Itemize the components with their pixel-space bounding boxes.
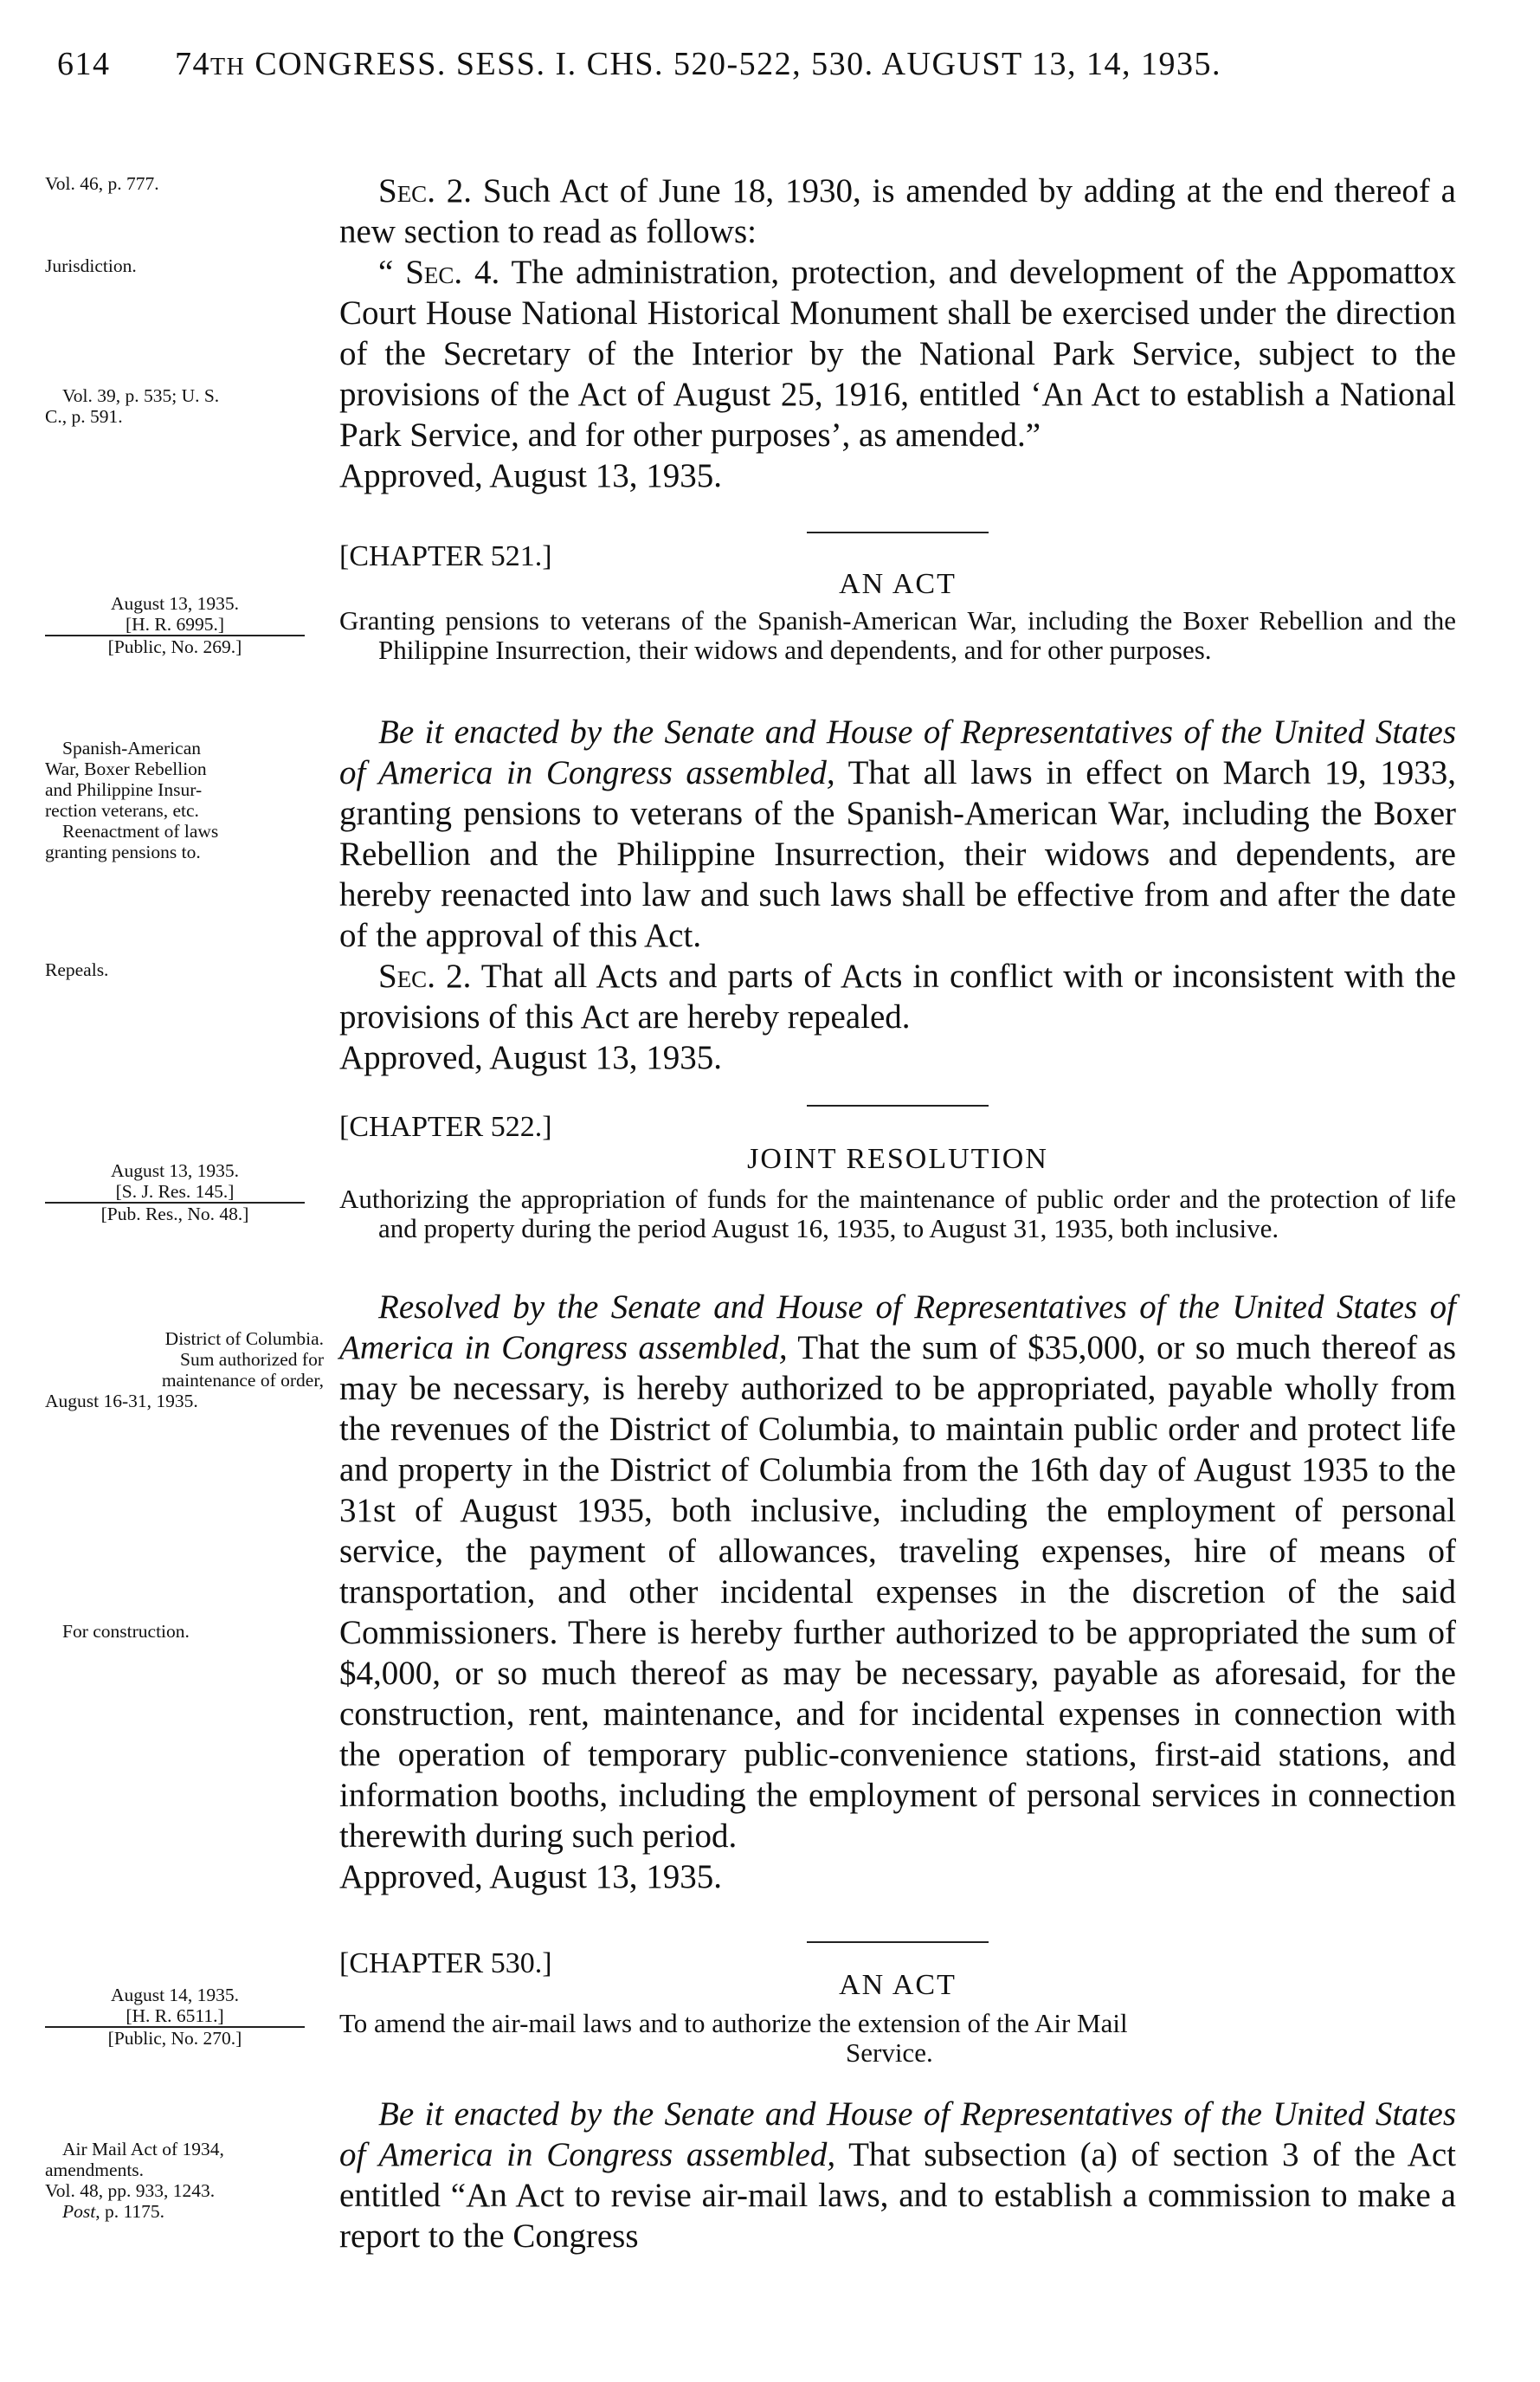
congress-ordinal: 74 xyxy=(175,46,210,82)
margin-note-chapter-522 xyxy=(45,1160,305,1224)
margin-note-line: War, Boxer Rebellion xyxy=(45,758,207,779)
margin-note-chapter-521 xyxy=(45,593,305,657)
ordinal-suffix: TH xyxy=(210,54,246,81)
margin-note-air-mail xyxy=(45,2139,327,2222)
chapter-522-heading: [CHAPTER 522.] xyxy=(339,1111,552,1143)
public-law-number: [Public, No. 270.] xyxy=(107,2028,242,2049)
approval-line: Approved, August 13, 1935. xyxy=(339,1039,722,1076)
chapter-521-title xyxy=(339,606,1456,665)
enacting-clause: Be it enacted by the Senate and House of Representatives of the United States of America in Congress assembled, xyxy=(339,713,1456,791)
margin-note-line: C., p. 591. xyxy=(45,406,123,427)
margin-note-line: rection veterans, etc. xyxy=(45,800,199,821)
margin-note-spanish-american xyxy=(45,738,327,862)
chapter-530-heading: [CHAPTER 530.] xyxy=(339,1947,552,1979)
margin-note-line: Vol. 39, p. 535; U. S. xyxy=(62,385,220,406)
title-text-continued: Service. xyxy=(846,2037,933,2068)
title-text: Authorizing the appropriation of funds for the maintenance of public order and the protection of life and property during the period August 16, 1935, to August 31, 1935, both inclusive. xyxy=(339,1184,1456,1243)
section-text: The administration, protection, and development of the Appomattox Court House National Historical Monument shall be exercised under the direction of the Secretary of the Interior by the National Park Service, subject to the provisions of the Act of August 25, 1916, entitled ‘An Act to establish a National Park Service, and for other purposes’, as amended.” xyxy=(339,254,1457,454)
public-resolution-number: [Pub. Res., No. 48.] xyxy=(100,1204,249,1224)
approval-line: Approved, August 13, 1935. xyxy=(339,1858,722,1895)
approval-date: August 13, 1935. xyxy=(110,593,240,614)
margin-note-line xyxy=(45,2201,327,2222)
title-text: To amend the air-mail laws and to authorize the extension of the Air Mail xyxy=(339,2008,1128,2038)
margin-note-vol46: Vol. 46, p. 777. xyxy=(45,173,159,194)
running-header xyxy=(57,45,1471,97)
post-reference: Post xyxy=(62,2201,96,2222)
public-law-number: [Public, No. 269.] xyxy=(107,636,242,657)
margin-note-construction: For construction. xyxy=(62,1621,190,1642)
approval-date: August 14, 1935. xyxy=(110,1985,240,2005)
margin-note-line: Spanish-American xyxy=(62,738,202,758)
section-divider xyxy=(807,1941,989,1943)
chapter-522-title xyxy=(339,1185,1456,1243)
margin-note-line: Sum authorized for xyxy=(180,1349,324,1370)
margin-note-vol39 xyxy=(45,385,327,427)
margin-note-line: Reenactment of laws xyxy=(62,821,219,842)
chapter-521-type: AN ACT xyxy=(839,568,957,600)
enacting-paragraph xyxy=(339,2094,1456,2256)
resolving-clause: Resolved by the Senate and House of Representatives of the United States of America in Congress assembled, xyxy=(339,1288,1456,1366)
running-head xyxy=(175,45,1221,83)
approval-date: August 13, 1935. xyxy=(110,1160,240,1181)
bill-number: [H. R. 6995.] xyxy=(45,614,305,636)
chapter-521-heading: [CHAPTER 521.] xyxy=(339,540,552,572)
body-text: That subsection (a) of section 3 of the Act entitled “An Act to revise air-mail laws, and to establish a commission to make a report to the Congress xyxy=(339,2136,1456,2255)
section-text: Such Act of June 18, 1930, is amended by adding at the end thereof a new section to read as follows: xyxy=(339,172,1456,250)
section-divider xyxy=(807,532,989,533)
page-number: 614 xyxy=(57,46,111,82)
margin-note-line: amendments. xyxy=(45,2159,145,2180)
margin-note-line: and Philippine Insur- xyxy=(45,779,203,800)
margin-note-line: Air Mail Act of 1934, xyxy=(62,2139,224,2159)
bill-number: [H. R. 6511.] xyxy=(45,2005,305,2028)
title-text: Granting pensions to veterans of the Spanish-American War, including the Boxer Rebellion and the Philippine Insurrection, their widows and dependents, and for other purposes. xyxy=(339,605,1456,665)
section-label: Sec. 2. xyxy=(378,172,473,210)
chapter-522-body xyxy=(339,1287,1456,1897)
running-head-text: CONGRESS. SESS. I. CHS. 520-522, 530. AUGUST 13, 14, 1935. xyxy=(255,46,1222,82)
section-4-paragraph xyxy=(339,252,1456,455)
section-label: Sec. 4. xyxy=(405,254,500,291)
chapter-530-body xyxy=(339,2094,1456,2256)
resolution-number: [S. J. Res. 145.] xyxy=(45,1181,305,1204)
margin-note-line: August 16-31, 1935. xyxy=(45,1391,198,1411)
margin-note-district-of-columbia xyxy=(45,1328,324,1411)
body-text: That the sum of $35,000, or so much thereof as may be necessary, is hereby authorized to be appropriated, payable wholly from the revenues of the District of Columbia, to maintain public order and protect life and property in the District of Columbia from the 16th day of August 1935 to the 31st of August 1935, both inclusive, including the employment of personal service, the payment of allowances, traveling expenses, hire of means of transportation, and other incidental expenses in the discretion of the said Commissioners. There is hereby further authorized to be appropriated the sum of $4,000, or so much thereof as may be necessary, payable as aforesaid, for the construction, rent, maintenance, and for incidental expenses in connection with the operation of temporary public-convenience stations, first-aid stations, and information booths, including the employment of personal services in connection therewith during such period. xyxy=(339,1329,1456,1855)
quote-mark: “ xyxy=(378,254,394,291)
margin-note-line: Vol. 48, pp. 933, 1243. xyxy=(45,2180,216,2201)
resolving-paragraph xyxy=(339,1287,1456,1856)
chapter-522-type: JOINT RESOLUTION xyxy=(747,1143,1048,1175)
margin-note-jurisdiction: Jurisdiction. xyxy=(45,255,137,276)
body-text: That all laws in effect on March 19, 1933, granting pensions to veterans of the Spanish-American War, including the Boxer Rebellion and the Philippine Insurrection, their widows and dependents, are hereby reenacted into law and such laws shall be effective from and after the date of the approval of this Act. xyxy=(339,754,1457,954)
enacting-paragraph xyxy=(339,712,1456,956)
chapter-530-type: AN ACT xyxy=(839,1969,957,2001)
post-reference-page: , p. 1175. xyxy=(95,2201,165,2222)
chapter-521-body xyxy=(339,712,1456,1078)
margin-note-line: maintenance of order, xyxy=(161,1370,324,1391)
section-2-paragraph xyxy=(339,171,1456,252)
section-2-amendment xyxy=(339,171,1456,496)
section-divider xyxy=(807,1105,989,1107)
section-label: Sec. 2. xyxy=(378,958,472,995)
chapter-530-title xyxy=(339,2009,1456,2068)
margin-note-repeals: Repeals. xyxy=(45,959,109,980)
approval-line: Approved, August 13, 1935. xyxy=(339,457,722,494)
section-text: That all Acts and parts of Acts in conflict with or inconsistent with the provisions of this Act are hereby repealed. xyxy=(339,958,1457,1036)
margin-note-chapter-530 xyxy=(45,1985,305,2049)
enacting-clause: Be it enacted by the Senate and House of Representatives of the United States of America in Congress assembled, xyxy=(339,2095,1456,2173)
margin-note-line: District of Columbia. xyxy=(164,1328,324,1349)
section-2-paragraph xyxy=(339,956,1456,1037)
margin-note-line: granting pensions to. xyxy=(45,842,201,862)
